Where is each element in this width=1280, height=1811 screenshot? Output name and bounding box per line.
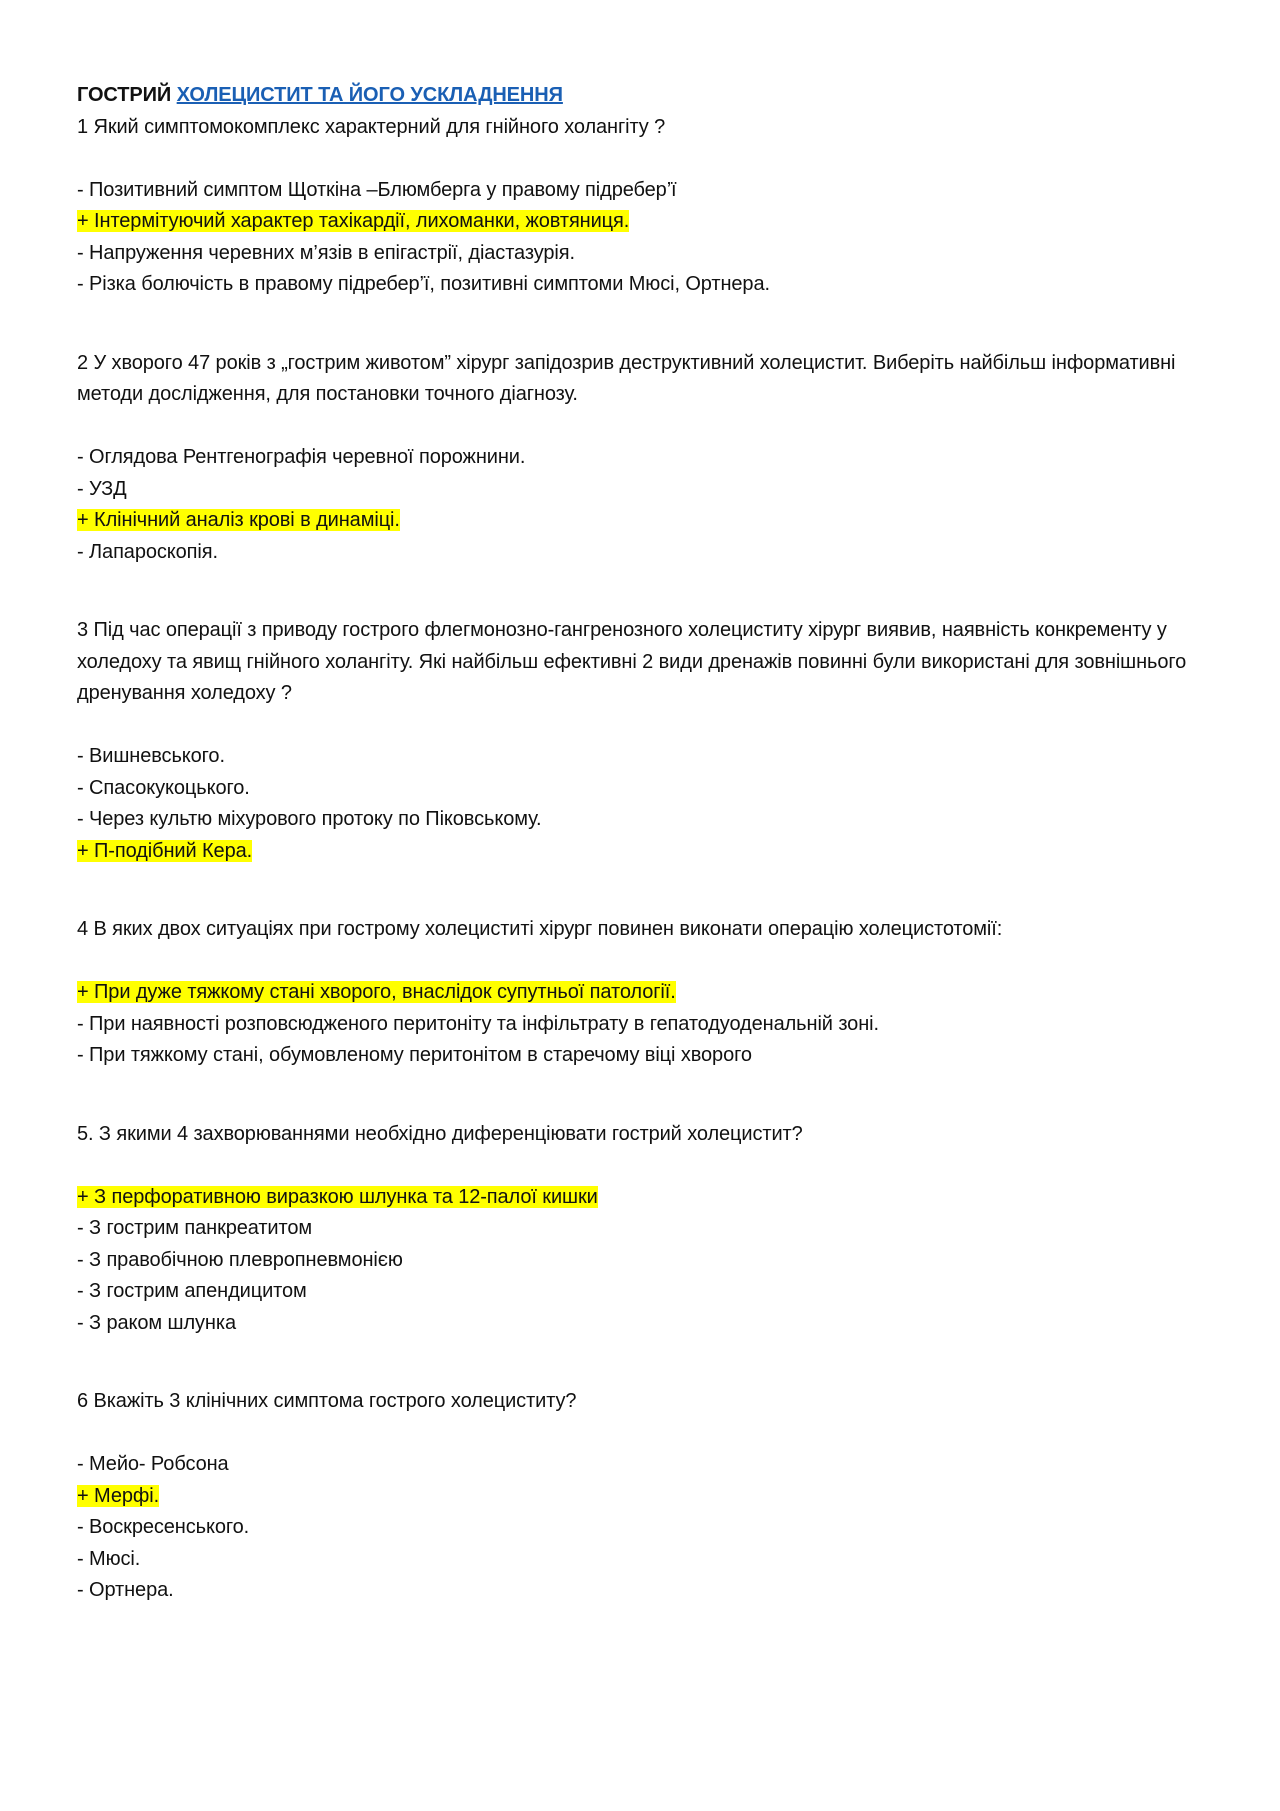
question-block xyxy=(77,112,1187,301)
question-block xyxy=(77,867,1187,1072)
answer-text: - УЗД xyxy=(77,477,127,500)
spacer xyxy=(77,710,1187,742)
document-title xyxy=(77,80,1187,112)
answer-text: - Ортнера. xyxy=(77,1579,174,1601)
question-text: 2 У хворого 47 років з „гострим животом” хірург запідозрив деструктивний холецистит. Виберіть найбільш інформативні методи дослідження, для постановки точного діагнозу. xyxy=(77,351,1181,405)
answer-option xyxy=(77,804,1187,836)
answer-text: - З гострим апендицитом xyxy=(77,1280,307,1302)
answer-option xyxy=(77,269,1187,301)
question-block xyxy=(77,568,1192,867)
answer-text: + З перфоративною виразкою шлунка та 12-палої кишки xyxy=(77,1185,598,1208)
spacer xyxy=(77,568,1187,615)
answer-option xyxy=(77,1213,1187,1245)
spacer xyxy=(77,867,1187,914)
answer-option xyxy=(77,1009,1187,1041)
answer-text: + При дуже тяжкому стані хворого, внаслідок супутньої патології. xyxy=(77,981,676,1003)
question-text: 4 В яких двох ситуаціях при гострому холециститі хірург повинен виконати операцію холецистотомії: xyxy=(77,918,1003,940)
answer-option xyxy=(77,1245,1187,1277)
answer-text: - Вишневського. xyxy=(77,745,225,767)
answer-option xyxy=(77,1040,1187,1072)
spacer xyxy=(77,301,1187,348)
answer-text: - Оглядова Рентгенографія черевної порожнини. xyxy=(77,446,526,468)
answer-text: - Воскресенського. xyxy=(77,1516,250,1538)
answer-option xyxy=(77,442,1187,474)
answer-text: - З гострим панкреатитом xyxy=(77,1217,313,1239)
answer-text: - Різка болючість в правому підребер’ї, позитивні симптоми Мюсі, Ортнера. xyxy=(77,273,770,295)
answer-option xyxy=(77,238,1187,270)
answer-option xyxy=(77,741,1187,773)
answer-text: - Спасокукоцького. xyxy=(77,776,250,799)
answer-text: - Лапароскопія. xyxy=(77,540,218,563)
questions-list xyxy=(77,112,1192,1607)
answer-option xyxy=(77,1276,1187,1308)
answer-option-correct xyxy=(77,1481,1187,1513)
spacer xyxy=(77,1072,1187,1119)
answer-option xyxy=(77,1512,1187,1544)
answer-option xyxy=(77,175,1187,207)
title-link[interactable]: ХОЛЕЦИСТИТ ТА ЙОГО УСКЛАДНЕННЯ xyxy=(176,84,563,106)
answer-option-correct xyxy=(77,977,1187,1009)
question-block xyxy=(77,1339,1187,1607)
answer-text: - При тяжкому стані, обумовленому перитонітом в старечому віці хворого xyxy=(77,1044,752,1066)
answer-text: + П-подібний Кера. xyxy=(77,839,253,862)
answer-option xyxy=(77,1544,1187,1576)
question-text: 6 Вкажіть 3 клінічних симптома гострого холециститу? xyxy=(77,1390,577,1412)
answer-option xyxy=(77,773,1187,805)
spacer xyxy=(77,1418,1187,1450)
answer-text: - З правобічною плевропневмонією xyxy=(77,1248,403,1271)
question-text: 3 Під час операції з приводу гострого флегмонозно-гангренозного холециститу хірург виявив, наявність конкременту у холедоху та явищ гнійного холангіту. Які найбільш ефективні 2 види дренажів повинні були використані для зовнішнього дренування холедоху ? xyxy=(77,619,1192,704)
answer-text: - Мюсі. xyxy=(77,1547,141,1570)
answer-text: - Через культю міхурового протоку по Піковському. xyxy=(77,808,542,830)
answer-option xyxy=(77,474,1187,506)
question-block xyxy=(77,1072,1187,1340)
spacer xyxy=(77,946,1187,978)
answer-text: + Інтермітуючий характер тахікардії, лихоманки, жовтяниця. xyxy=(77,210,630,232)
answer-option-correct xyxy=(77,206,1187,238)
answer-option xyxy=(77,1308,1187,1340)
answer-option-correct xyxy=(77,836,1187,868)
question-block xyxy=(77,301,1187,569)
question-text: 5. З якими 4 захворюваннями необхідно диференціювати гострий холецистит? xyxy=(77,1122,803,1145)
spacer xyxy=(77,1150,1187,1182)
spacer xyxy=(77,411,1187,443)
answer-text: - Позитивний симптом Щоткіна –Блюмберга у правому підребер’ї xyxy=(77,178,677,201)
spacer xyxy=(77,143,1187,175)
answer-option-correct xyxy=(77,1182,1187,1214)
question-text: 1 Який симптомокомплекс характерний для гнійного холангіту ? xyxy=(77,115,666,138)
answer-option xyxy=(77,1575,1187,1607)
answer-text: - Напруження черевних м’язів в епігастрії, діастазурія. xyxy=(77,241,575,264)
answer-option xyxy=(77,537,1187,569)
answer-option xyxy=(77,1449,1187,1481)
answer-text: + Мерфі. xyxy=(77,1484,160,1507)
answer-option-correct xyxy=(77,505,1187,537)
title-prefix: ГОСТРИЙ xyxy=(77,84,172,106)
spacer xyxy=(77,1339,1187,1386)
answer-text: - При наявності розповсюдженого перитоніту та інфільтрату в гепатодуоденальній зоні. xyxy=(77,1012,879,1035)
answer-text: - З раком шлунка xyxy=(77,1311,236,1334)
document-page xyxy=(77,80,1192,1607)
answer-text: + Клінічний аналіз крові в динаміці. xyxy=(77,509,400,531)
answer-text: - Мейо- Робсона xyxy=(77,1453,229,1475)
